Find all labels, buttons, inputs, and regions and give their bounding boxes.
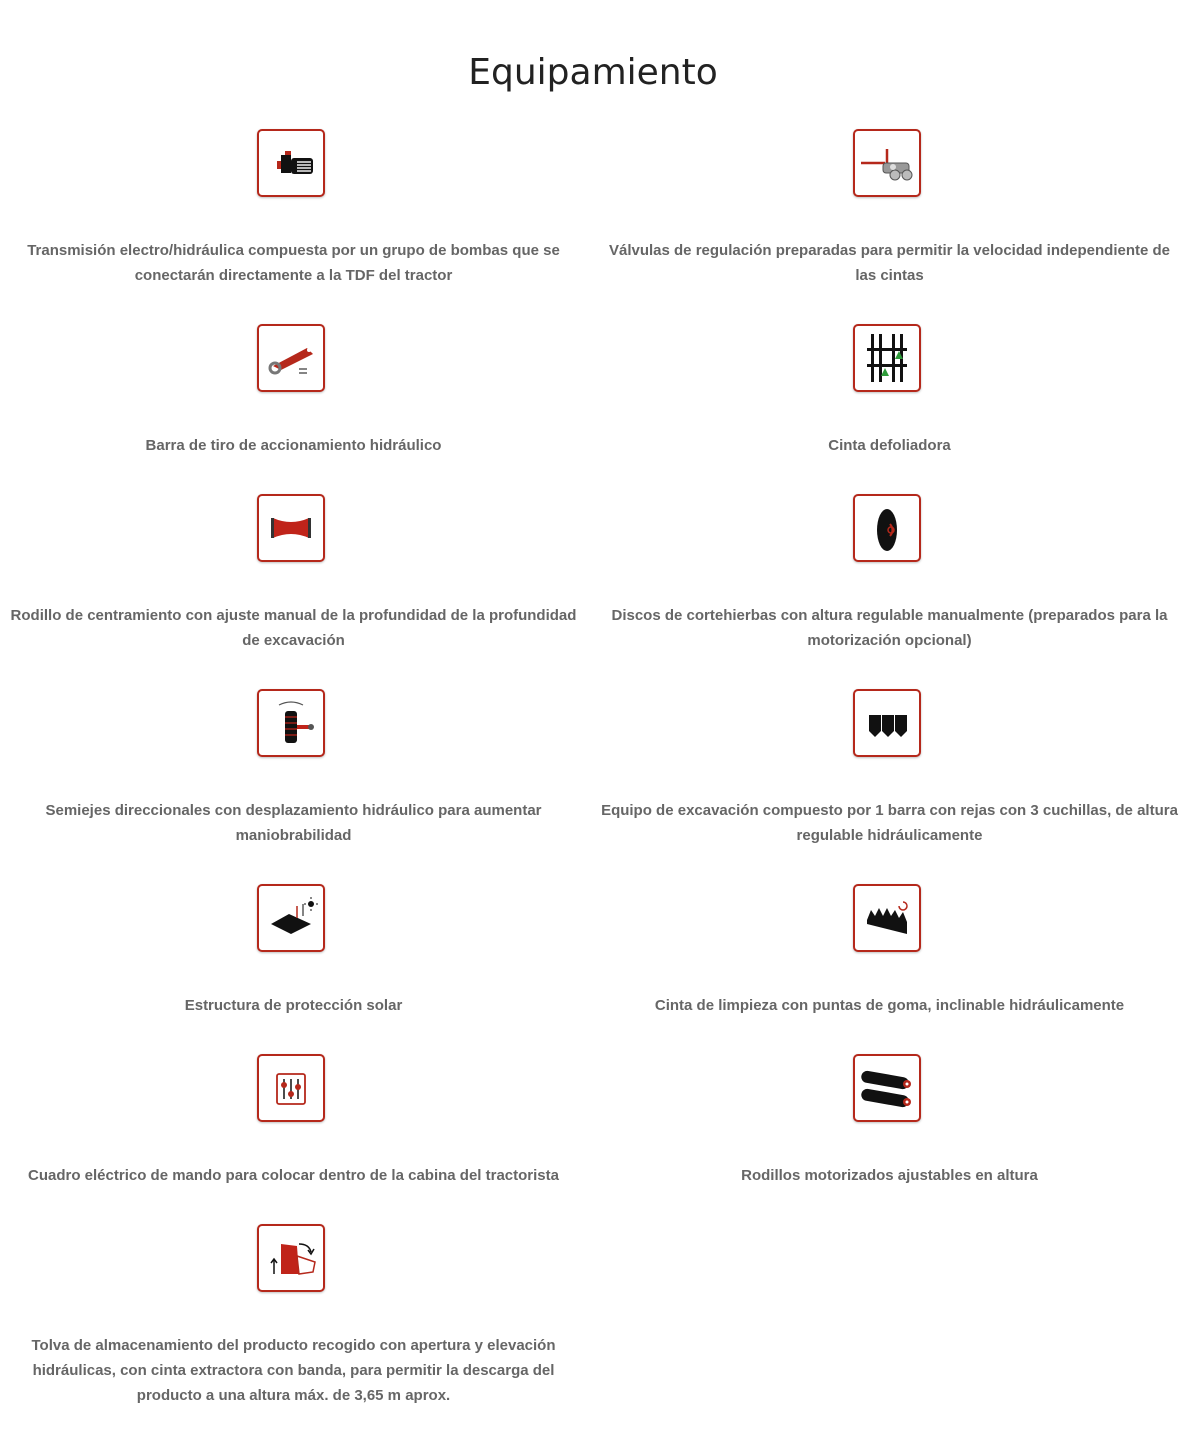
sun-shade-icon [257, 884, 325, 952]
equipment-caption: Rodillo de centramiento con ajuste manual de la profundidad de la profundidad de excavación [10, 607, 577, 649]
equipment-caption: Semiejes direccionales con desplazamiento hidráulico para aumentar maniobrabilidad [45, 802, 542, 844]
equipment-caption: Rodillos motorizados ajustables en altura [741, 1167, 1038, 1184]
equipment-caption: Cinta de limpieza con puntas de goma, inclinable hidráulicamente [654, 997, 1125, 1014]
centering-roller-icon [257, 494, 325, 562]
hopper-icon [257, 1224, 325, 1292]
equipment-caption: Barra de tiro de accionamiento hidráulico [145, 437, 442, 454]
equipment-caption: Estructura de protección solar [184, 997, 403, 1014]
equipment-caption: Válvulas de regulación preparadas para permitir la velocidad independiente de las cintas [608, 242, 1171, 284]
section-title: Equipamiento [468, 52, 718, 93]
control-panel-icon [257, 1054, 325, 1122]
equipment-caption: Cuadro eléctrico de mando para colocar dentro de la cabina del tractorista [28, 1167, 559, 1184]
equipment-caption: Equipo de excavación compuesto por 1 barra con rejas con 3 cuchillas, de altura regulable hidráulicamente [601, 802, 1178, 844]
steering-axle-icon [257, 689, 325, 757]
equipment-caption: Discos de cortehierbas con altura regulable manualmente (preparados para la motorización opcional) [611, 607, 1168, 649]
cutting-disc-icon [853, 494, 921, 562]
valve-icon [853, 129, 921, 197]
motorized-rollers-icon [853, 1054, 921, 1122]
equipment-caption: Transmisión electro/hidráulica compuesta por un grupo de bombas que se conectarán directamente a la TDF del tractor [27, 242, 560, 284]
digging-blades-icon [853, 689, 921, 757]
equipment-caption: Tolva de almacenamiento del producto recogido con apertura y elevación hidráulicas, con cinta extractora con banda, para permitir la descarga del producto a una altura máx. de 3,65 m aprox. [31, 1337, 556, 1404]
equipment-caption: Cinta defoliadora [828, 437, 951, 454]
defoliator-belt-icon [853, 324, 921, 392]
rubber-spike-belt-icon [853, 884, 921, 952]
drawbar-icon [257, 324, 325, 392]
hydraulic-pump-icon [257, 129, 325, 197]
